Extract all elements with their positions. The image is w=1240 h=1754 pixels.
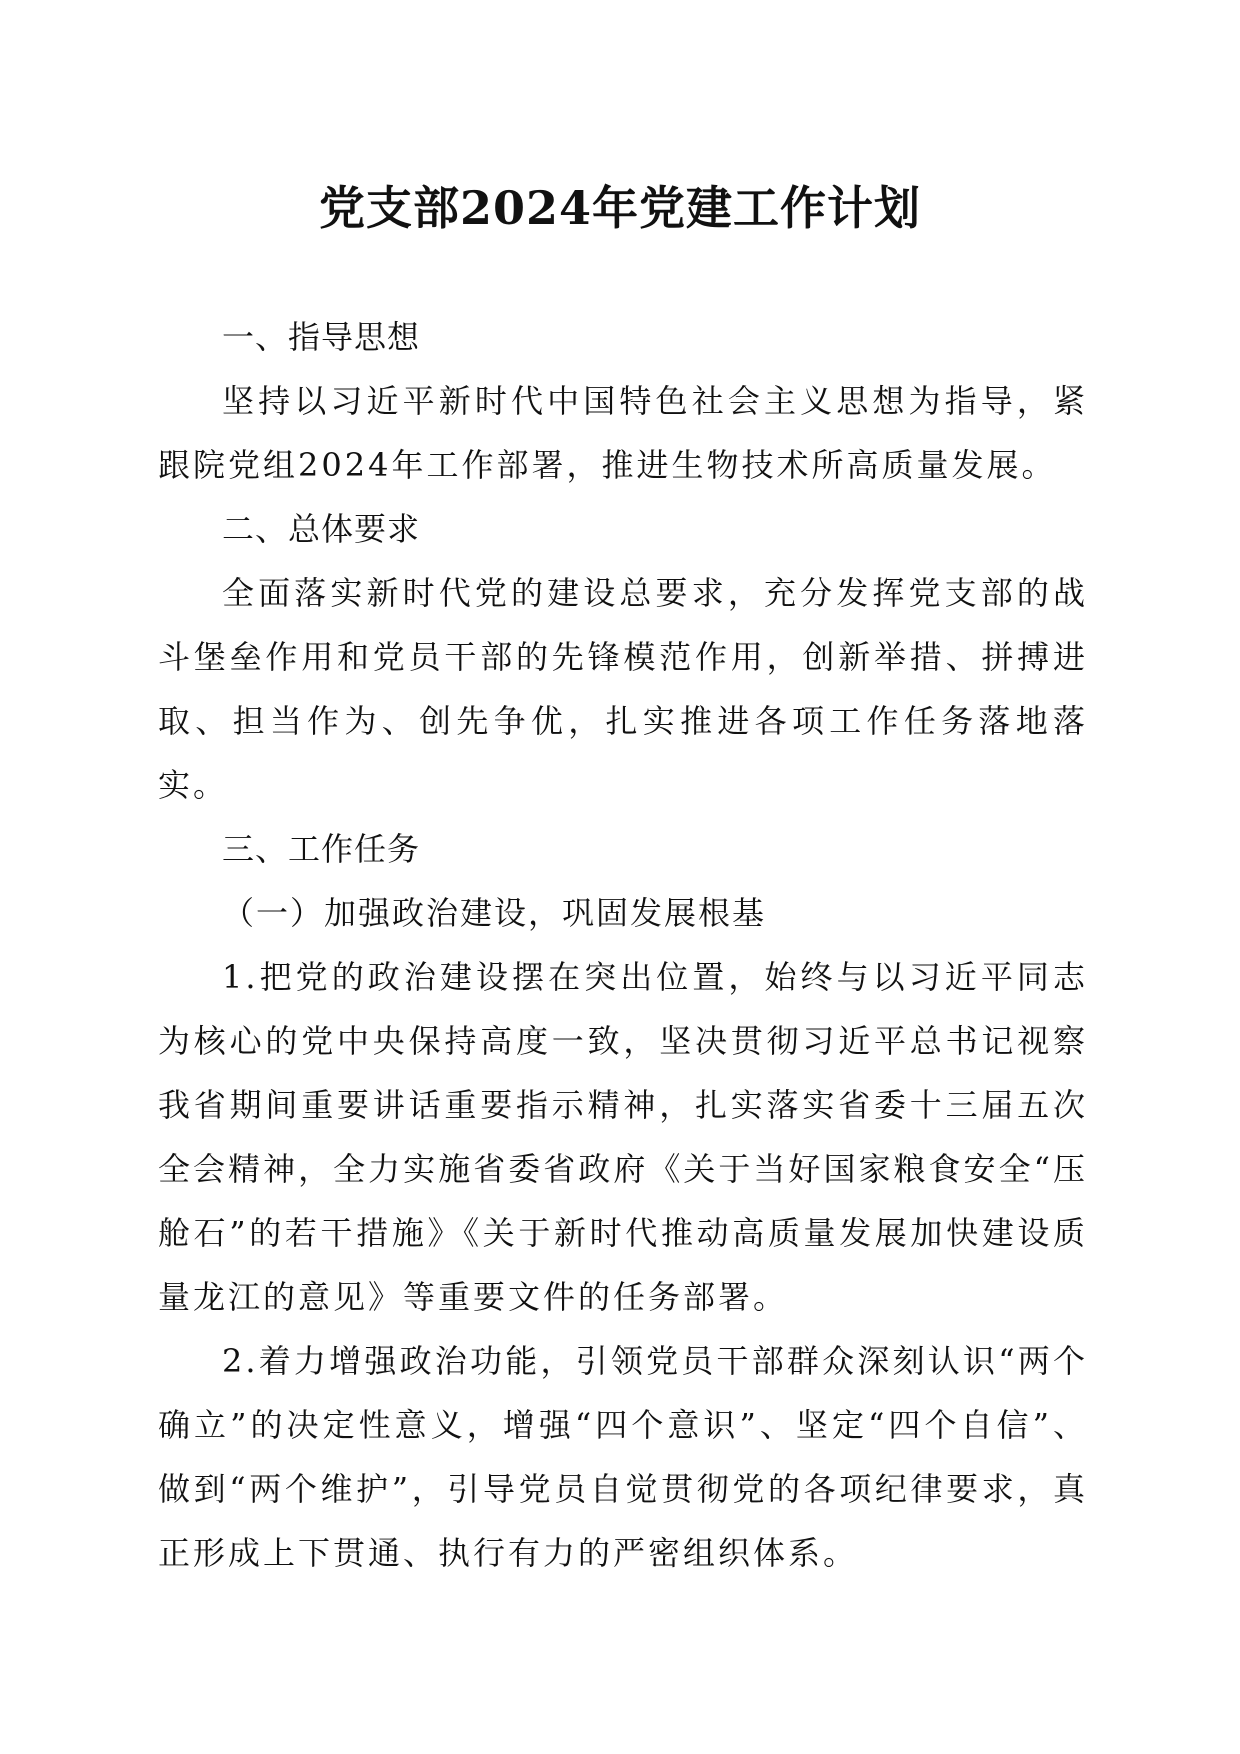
paragraph-task-2: 2.着力增强政治功能，引领党员干部群众深刻认识“两个确立”的决定性意义，增强“四个意识”、坚定“四个自信”、做到“两个维护”，引导党员自觉贯彻党的各项纪律要求，真正形成上下贯通、执行有力的严密组织体系。 xyxy=(158,1342,1088,1572)
document-body xyxy=(158,305,1088,1585)
paragraph-guiding-thought: 坚持以习近平新时代中国特色社会主义思想为指导，紧跟院党组2024年工作部署，推进生物技术所高质量发展。 xyxy=(158,382,1088,484)
document-title: 党支部2024年党建工作计划 xyxy=(318,181,922,235)
paragraph-task-1: 1.把党的政治建设摆在突出位置，始终与以习近平同志为核心的党中央保持高度一致，坚决贯彻习近平总书记视察我省期间重要讲话重要指示精神，扎实落实省委十三届五次全会精神，全力实施省委省政府《关于当好国家粮食安全“压舱石”的若干措施》《关于新时代推动高质量发展加快建设质量龙江的意见》等重要文件的任务部署。 xyxy=(158,958,1088,1316)
section-heading-guiding-thought: 一、指导思想 xyxy=(222,318,421,356)
section-heading-work-tasks: 三、工作任务 xyxy=(222,830,421,868)
paragraph-general-requirements: 全面落实新时代党的建设总要求，充分发挥党支部的战斗堡垒作用和党员干部的先锋模范作用，创新举措、拼搏进取、担当作为、创先争优，扎实推进各项工作任务落地落实。 xyxy=(158,574,1088,804)
section-heading-general-requirements: 二、总体要求 xyxy=(222,510,421,548)
subheading-political-construction: （一）加强政治建设，巩固发展根基 xyxy=(222,894,767,932)
